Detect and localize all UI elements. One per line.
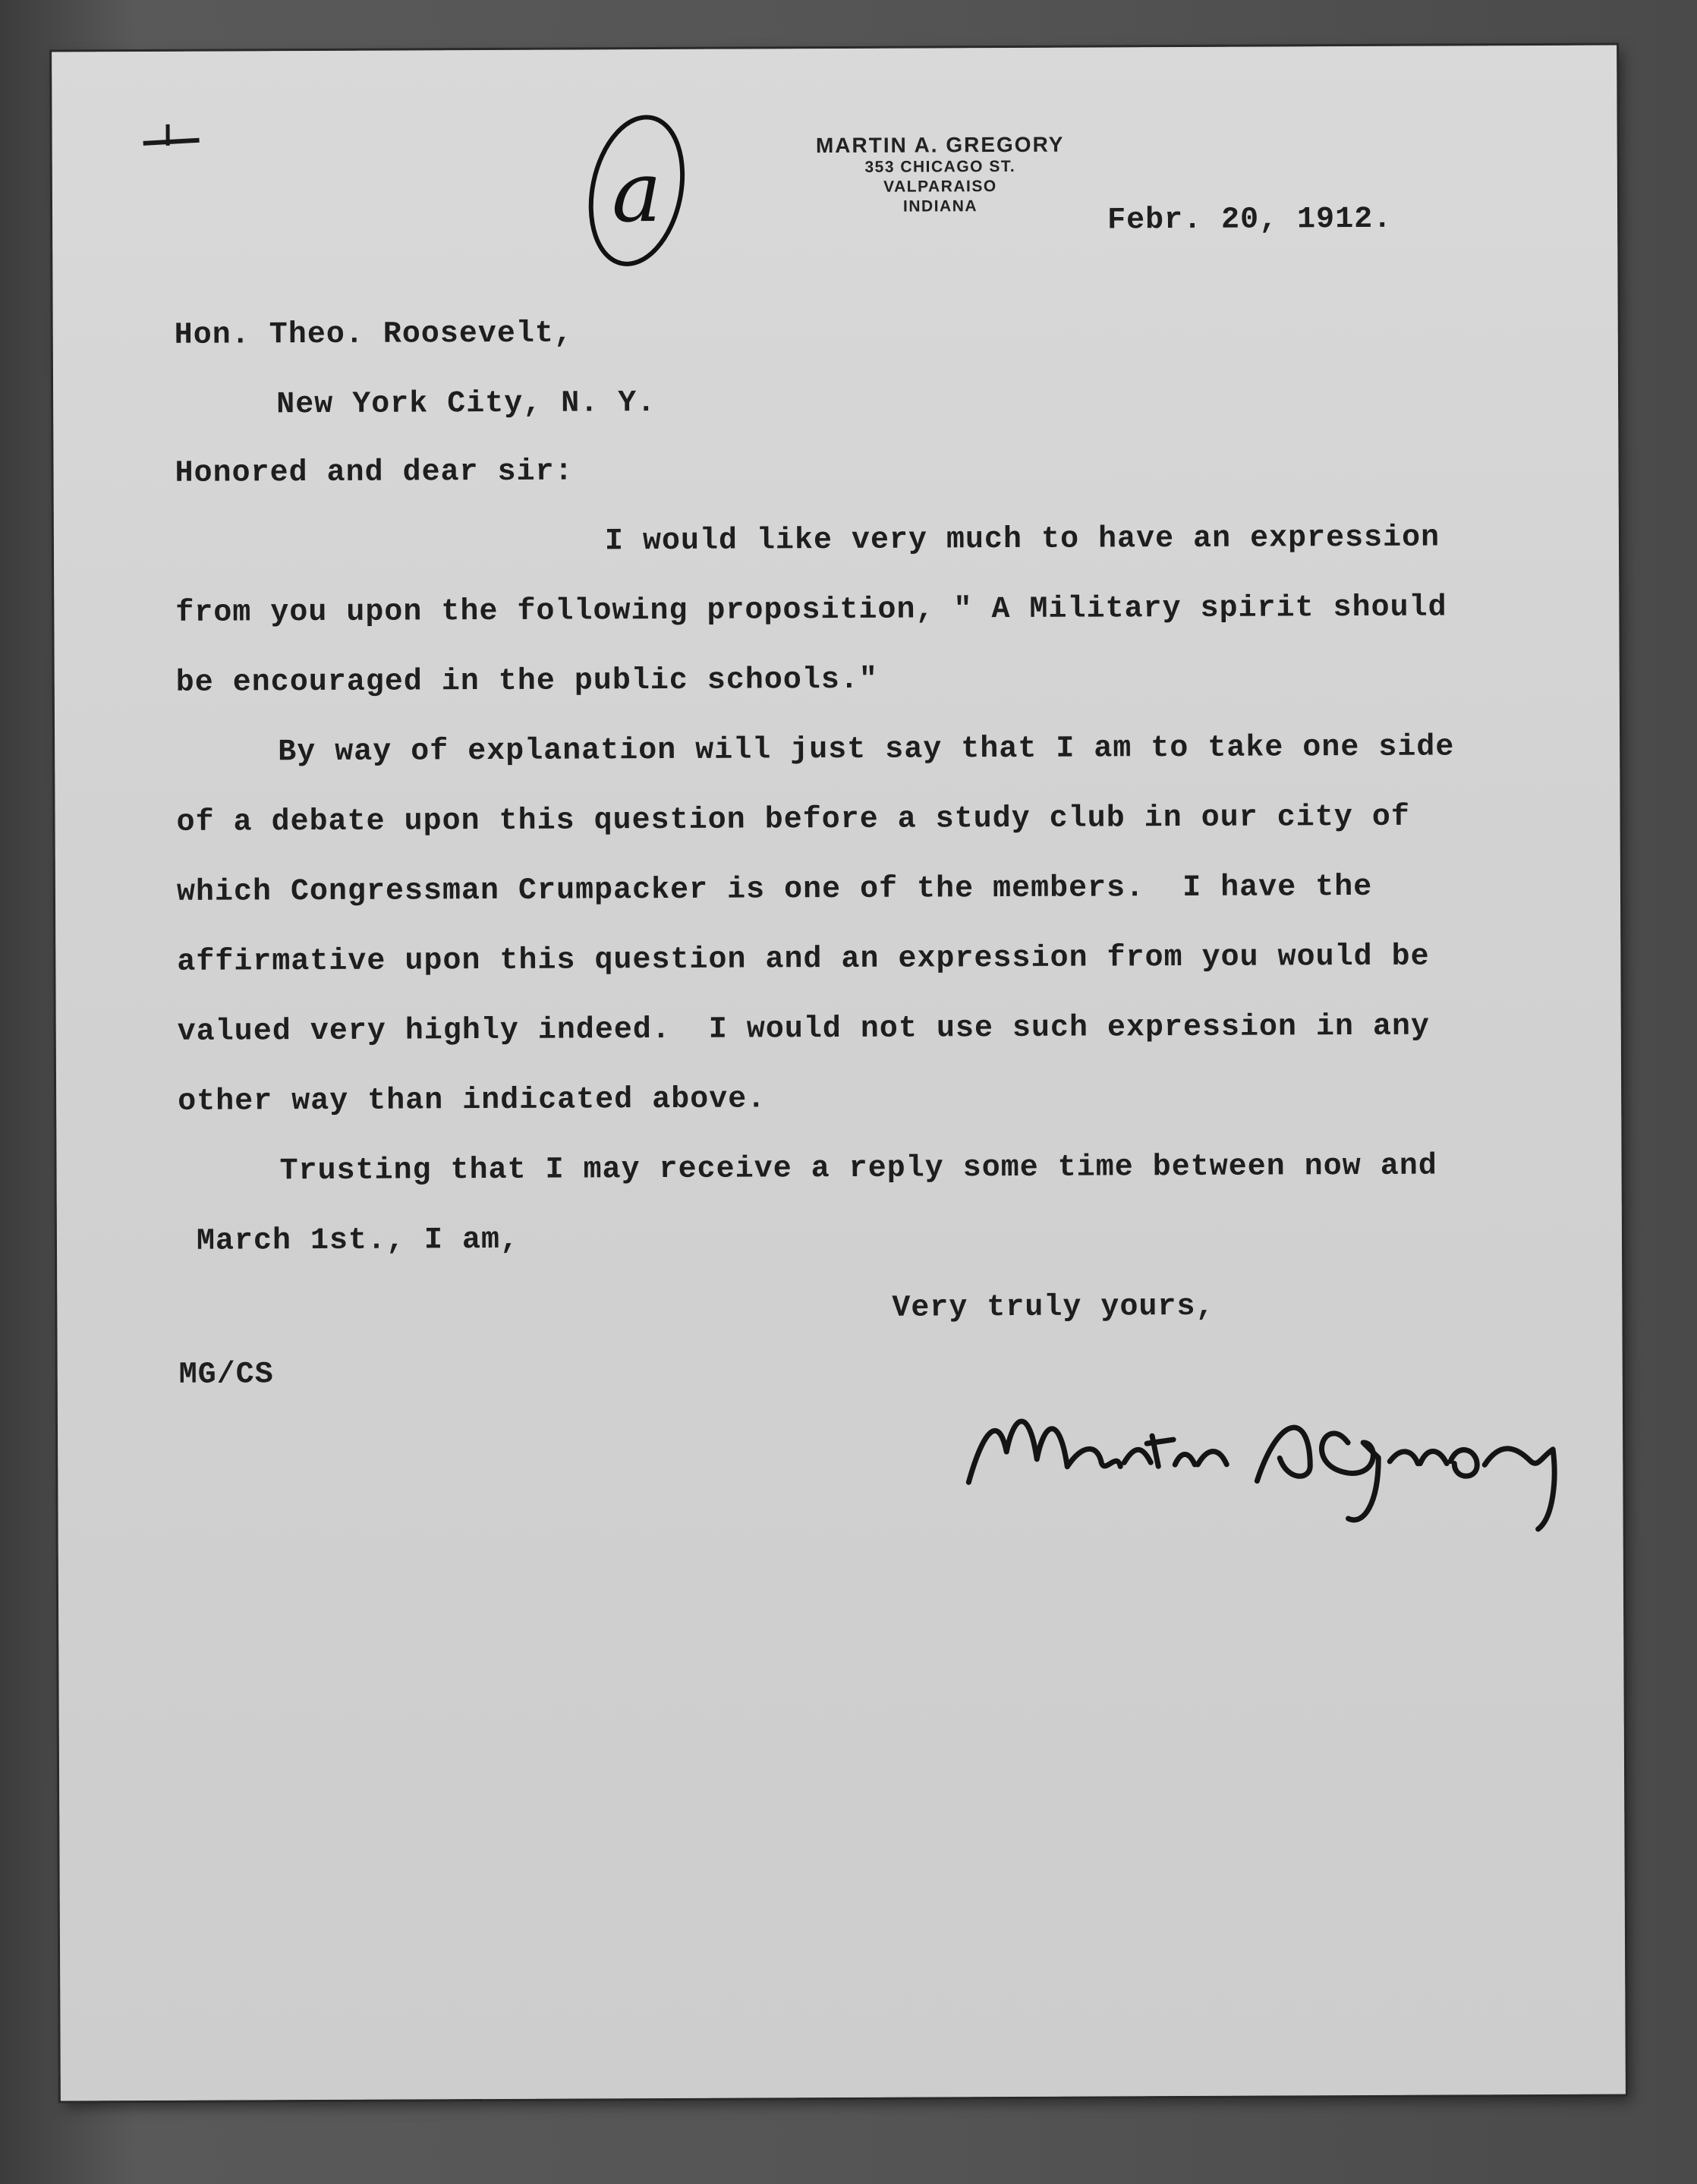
- signature-text: Martin A Gregory: [952, 1368, 961, 1370]
- body-line: which Congressman Crumpacker is one of the members. I have the: [176, 870, 1373, 910]
- circled-letter-text: a: [611, 143, 663, 241]
- letterhead-city: VALPARAISO: [883, 178, 997, 196]
- letterhead: [735, 132, 1145, 217]
- pencil-mark-vertical: [166, 124, 170, 146]
- reference-initials: MG/CS: [178, 1358, 274, 1393]
- letter-date: Febr. 20, 1912.: [1107, 202, 1393, 238]
- body-line: valued very highly indeed. I would not use such expression in any: [177, 1009, 1431, 1050]
- closing: Very truly yours,: [892, 1289, 1215, 1326]
- body-line: Trusting that I may receive a reply some time between now and: [279, 1149, 1437, 1189]
- letterhead-street: 353 CHICAGO ST.: [864, 157, 1016, 176]
- circled-letter-mark: [575, 107, 697, 275]
- recipient-name: Hon. Theo. Roosevelt,: [174, 316, 573, 353]
- salutation: Honored and dear sir:: [175, 455, 574, 491]
- body-line: By way of explanation will just say that I am to take one side: [278, 730, 1455, 770]
- body-line: from you upon the following proposition, " A Military spirit should: [175, 590, 1447, 631]
- body-line: other way than indicated above.: [178, 1082, 767, 1119]
- recipient-city: New York City, N. Y.: [276, 386, 656, 423]
- letter-page: [52, 46, 1626, 2101]
- body-line: be encouraged in the public schools.": [175, 662, 878, 700]
- body-line: I would like very much to have an expression: [604, 521, 1440, 559]
- letterhead-state: INDIANA: [902, 197, 978, 216]
- letterhead-name: MARTIN A. GREGORY: [815, 132, 1065, 158]
- body-line: March 1st., I am,: [196, 1223, 520, 1259]
- handwritten-signature: [953, 1366, 1622, 1544]
- body-line: of a debate upon this question before a study club in our city of: [176, 800, 1410, 840]
- pencil-mark: [143, 138, 200, 146]
- body-line: affirmative upon this question and an expression from you would be: [177, 939, 1430, 980]
